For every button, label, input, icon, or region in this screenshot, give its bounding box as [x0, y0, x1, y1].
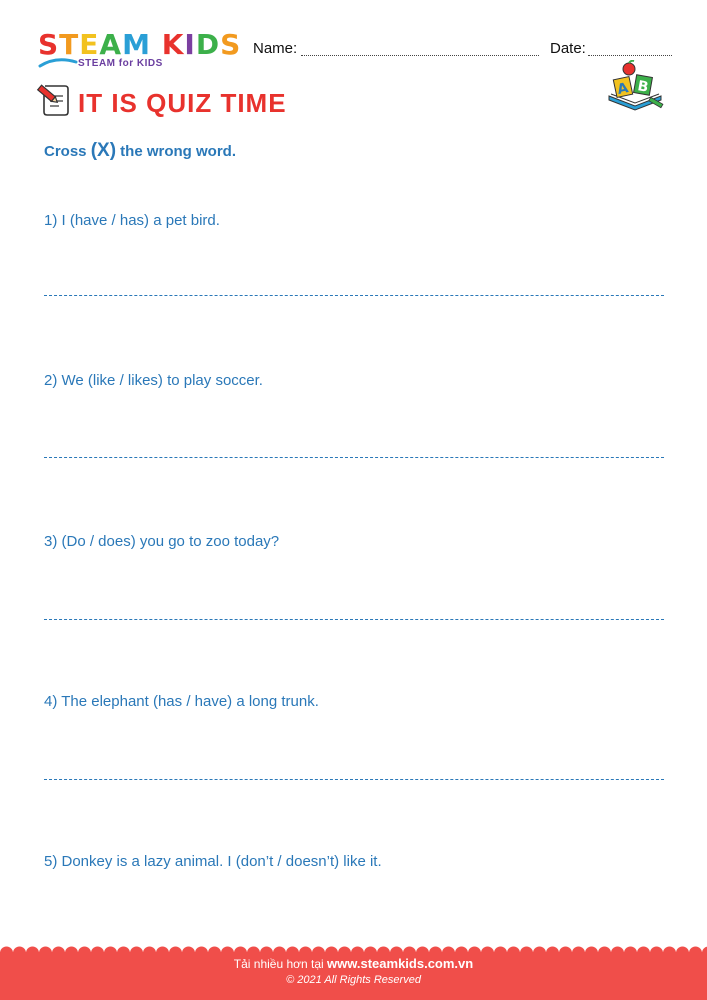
question-5: 5) Donkey is a lazy animal. I (don’t / doesn’t) like it.: [44, 853, 382, 870]
answer-line-1[interactable]: [44, 295, 664, 296]
logo-letter: I: [184, 28, 196, 61]
instruction-text: [44, 140, 236, 162]
footer: [0, 946, 707, 1000]
name-field[interactable]: [301, 55, 539, 56]
footer-prefix: Tải nhiều hơn tại: [233, 957, 328, 971]
question-4: 4) The elephant (has / have) a long trunk.: [44, 693, 319, 710]
instruction-before: Cross: [44, 143, 91, 160]
logo-letter: E: [79, 28, 100, 61]
logo-letter: [151, 30, 162, 60]
question-2: 2) We (like / likes) to play soccer.: [44, 372, 263, 389]
logo-letter: K: [161, 28, 185, 61]
abc-book-icon: [605, 60, 665, 115]
footer-scalloped-band: [0, 946, 707, 1000]
answer-line-4[interactable]: [44, 779, 664, 780]
logo-letter: S: [220, 28, 242, 61]
logo-letter: S: [38, 28, 60, 61]
answer-line-2[interactable]: [44, 457, 664, 458]
question-3: 3) (Do / does) you go to zoo today?: [44, 533, 280, 550]
logo-letter: T: [59, 28, 80, 61]
logo-letter: A: [99, 28, 123, 61]
logo-letter: D: [195, 28, 221, 61]
instruction-after: the wrong word.: [116, 143, 237, 160]
name-label: Name:: [253, 40, 298, 57]
footer-copyright: © 2021 All Rights Reserved: [286, 974, 421, 986]
answer-line-3[interactable]: [44, 619, 664, 620]
pencil-paper-icon: [35, 80, 71, 118]
question-1: 1) I (have / has) a pet bird.: [44, 212, 220, 229]
footer-site-link[interactable]: www.steamkids.com.vn: [327, 956, 474, 971]
logo-swoosh-icon: [38, 54, 78, 70]
page-title: IT IS QUIZ TIME: [78, 88, 287, 118]
footer-download-text: [0, 956, 707, 971]
steam-kids-logo: [38, 28, 242, 72]
logo-subtitle: STEAM for KIDS: [78, 58, 163, 69]
svg-text:A: A: [615, 80, 630, 99]
instruction-mark: (X): [90, 140, 117, 161]
date-label: Date:: [550, 40, 586, 57]
date-field[interactable]: [588, 55, 672, 56]
logo-letter: M: [122, 28, 151, 61]
svg-text:B: B: [636, 78, 650, 96]
